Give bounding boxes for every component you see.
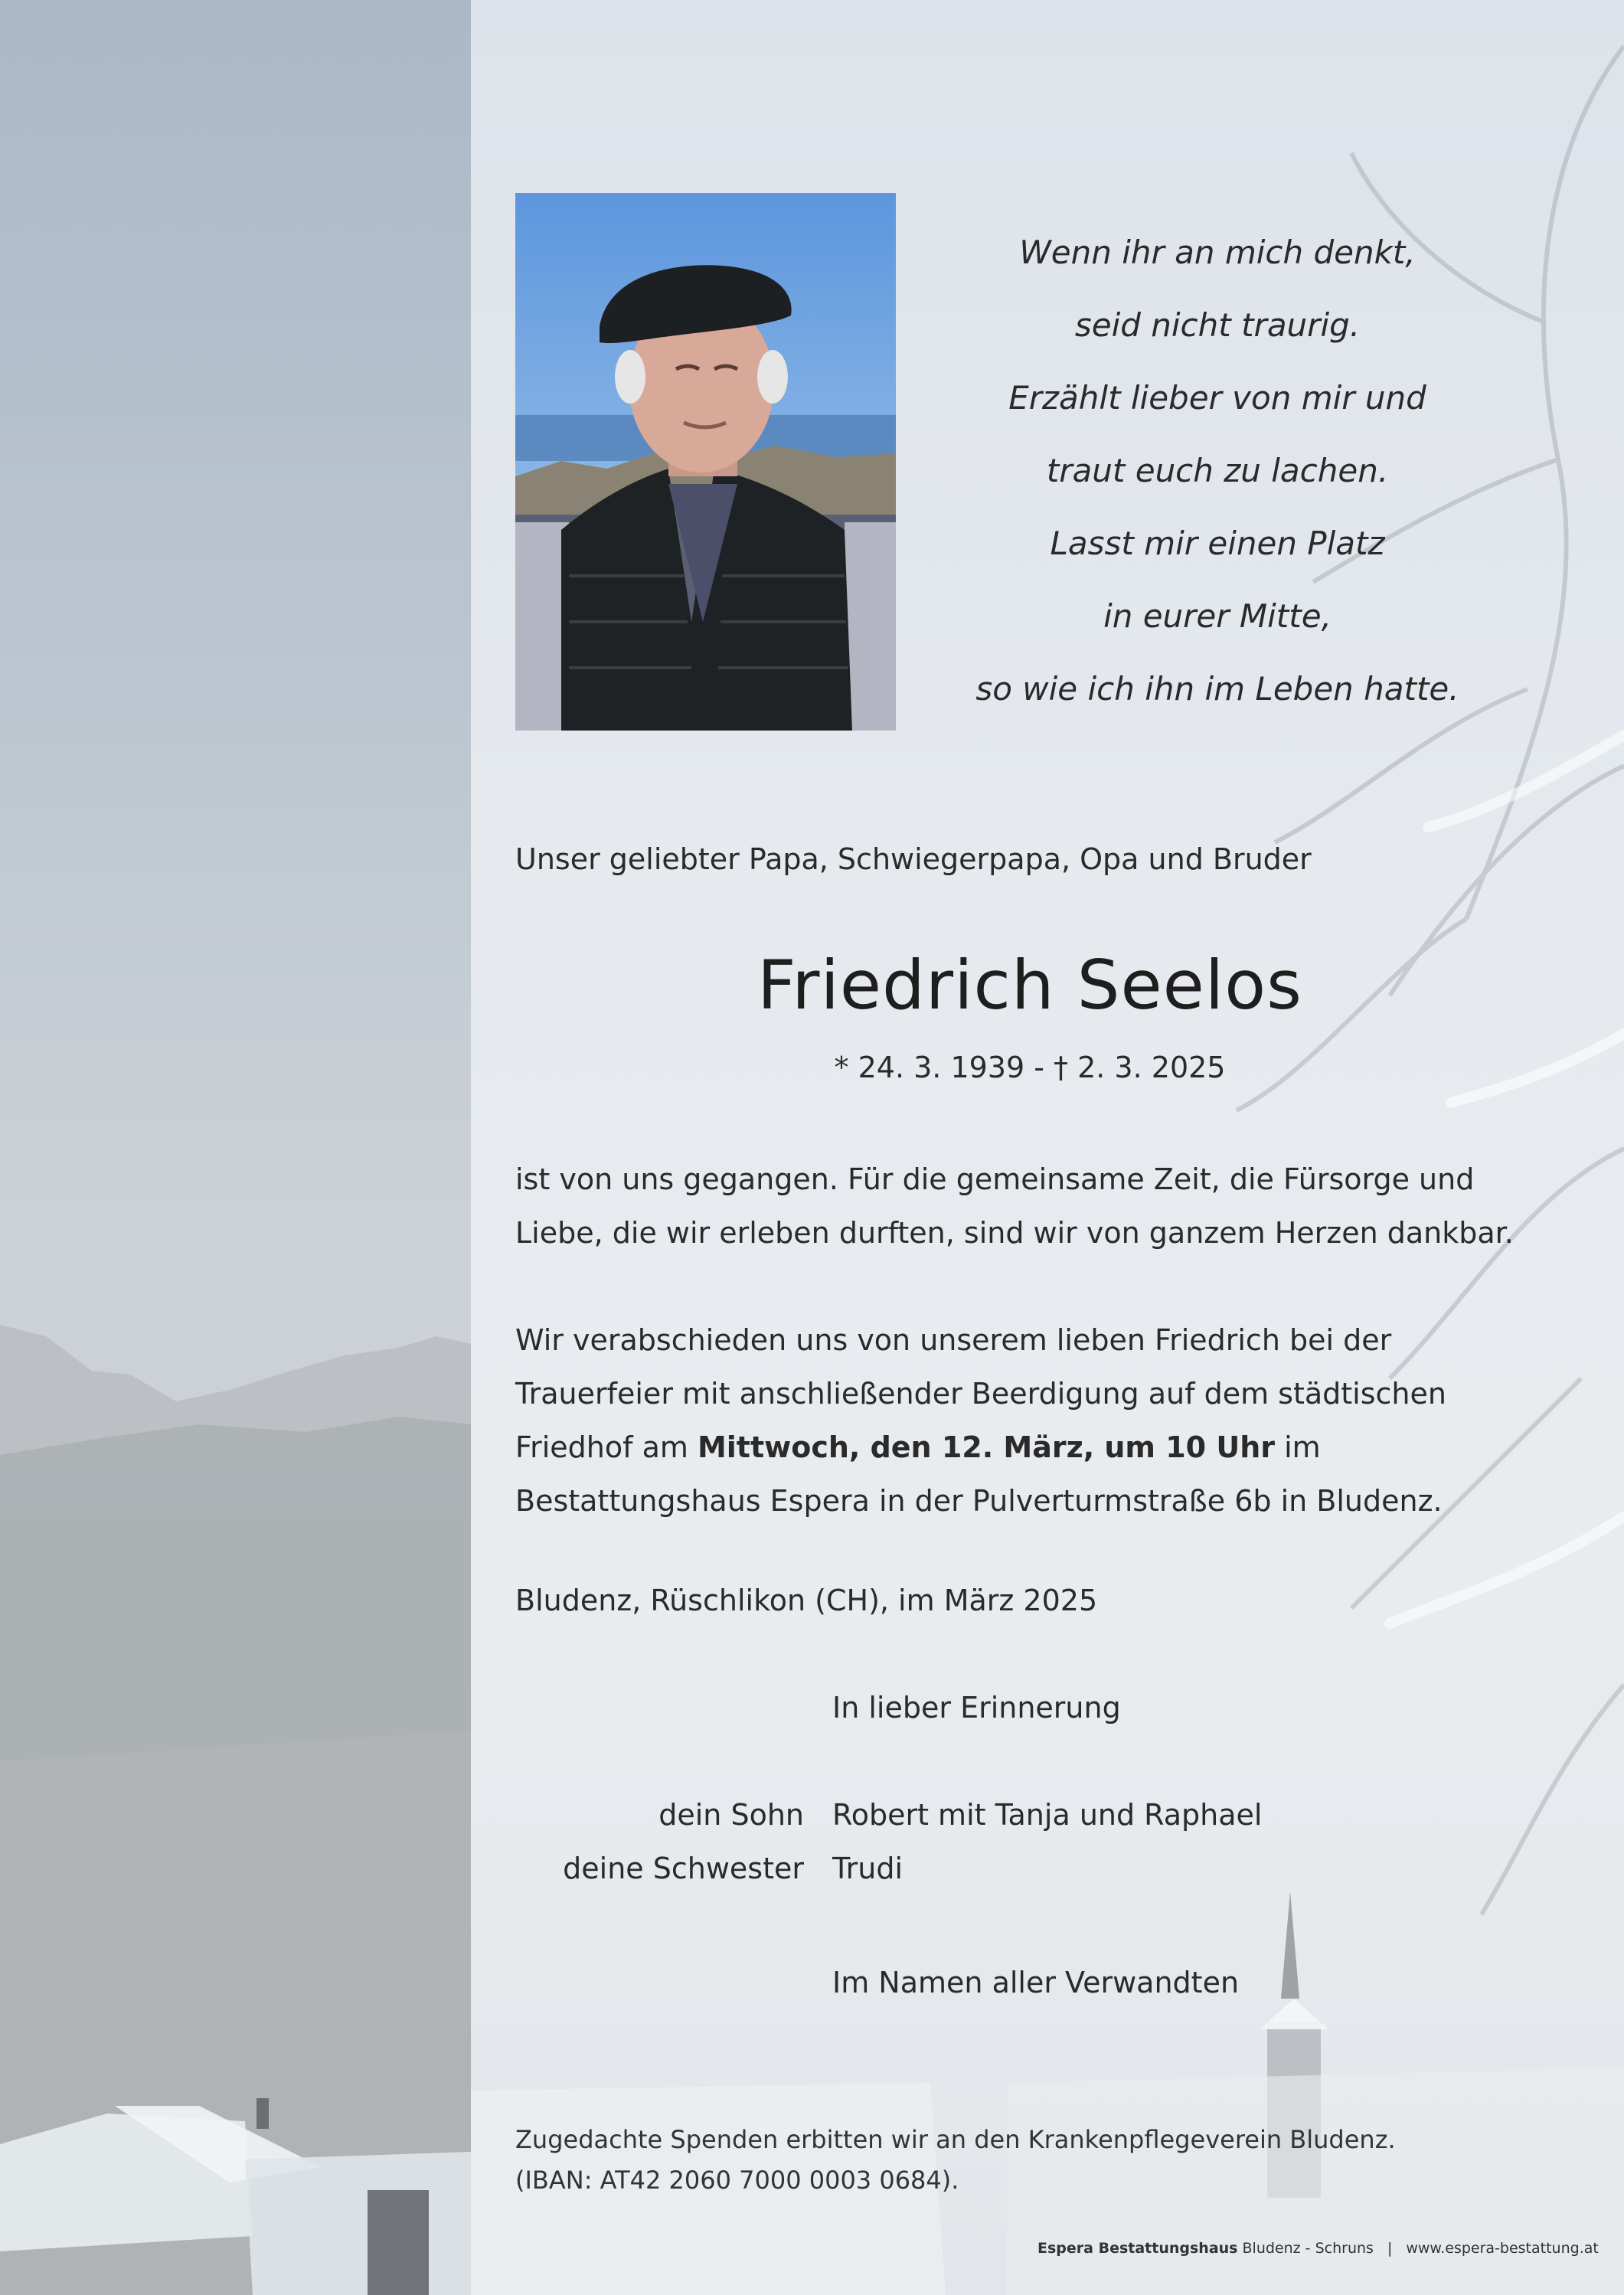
intro-line: Unser geliebter Papa, Schwiegerpapa, Opa und Bruder bbox=[515, 842, 1312, 876]
donation-note bbox=[515, 2120, 1511, 2201]
funeral-location: im Bestattungshaus Espera in der Pulverturmstraße 6b in Bludenz. bbox=[515, 1430, 1443, 1518]
footer bbox=[1037, 2240, 1599, 2257]
footer-website-link[interactable]: www.espera-bestattung.at bbox=[1406, 2240, 1599, 2257]
place-and-date: Bludenz, Rüschlikon (CH), im März 2025 bbox=[515, 1584, 1098, 1617]
poem-line: seid nicht traurig. bbox=[1074, 306, 1361, 344]
funeral-text: Wir verabschieden uns von unserem lieben Friedrich bei der Trauerfeier mit anschließender Beerdigung auf dem städtischen Friedhof am bbox=[515, 1323, 1446, 1464]
footer-company: Espera Bestattungshaus bbox=[1037, 2240, 1238, 2257]
memory-line: In lieber Erinnerung bbox=[832, 1691, 1121, 1725]
portrait-photo bbox=[515, 193, 896, 731]
poem-line: Wenn ihr an mich denkt, bbox=[1019, 234, 1416, 271]
poem-line: in eurer Mitte, bbox=[1103, 597, 1332, 635]
gratitude-paragraph: ist von uns gegangen. Für die gemeinsame Zeit, die Fürsorge und Liebe, die wir erleben durften, sind wir von ganzem Herzen dankbar. bbox=[515, 1162, 1514, 1250]
donation-line: Zugedachte Spenden erbitten wir an den Krankenpflegeverein Bludenz. bbox=[515, 2125, 1396, 2154]
memorial-poem bbox=[919, 216, 1516, 725]
poem-line: traut euch zu lachen. bbox=[1046, 452, 1389, 489]
relative-relation: deine Schwester bbox=[563, 1852, 804, 1885]
poem-line: Erzählt lieber von mir und bbox=[1008, 379, 1426, 417]
funeral-date-time: Mittwoch, den 12. März, um 10 Uhr bbox=[697, 1430, 1275, 1464]
relative-names: Trudi bbox=[832, 1852, 903, 1885]
relative-relation: dein Sohn bbox=[658, 1798, 804, 1832]
donation-iban: (IBAN: AT42 2060 7000 0003 0684). bbox=[515, 2166, 959, 2195]
deceased-name: Friedrich Seelos bbox=[757, 946, 1302, 1025]
side-panel-landscape bbox=[0, 0, 471, 2295]
footer-separator: | bbox=[1387, 2240, 1393, 2257]
life-dates: * 24. 3. 1939 - † 2. 3. 2025 bbox=[834, 1051, 1226, 1084]
poem-line: Lasst mir einen Platz bbox=[1050, 525, 1385, 562]
footer-company-location: Bludenz - Schruns bbox=[1237, 2240, 1374, 2257]
poem-line: so wie ich ihn im Leben hatte. bbox=[975, 670, 1459, 708]
relative-names: Robert mit Tanja und Raphael bbox=[832, 1798, 1263, 1832]
funeral-paragraph bbox=[515, 1313, 1534, 1528]
closing-line: Im Namen aller Verwandten bbox=[832, 1966, 1240, 1999]
